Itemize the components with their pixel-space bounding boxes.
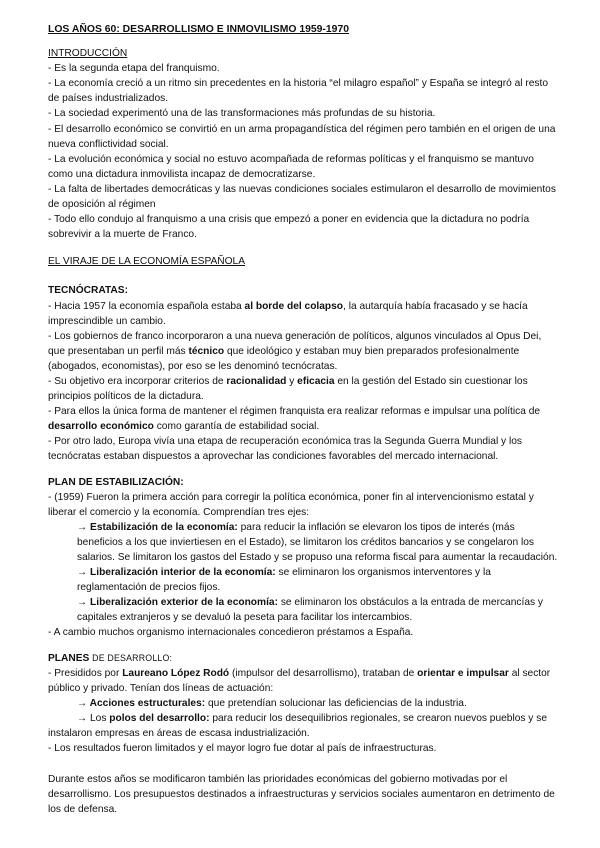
intro-item: - Es la segunda etapa del franquismo.	[48, 63, 220, 75]
tecnocratas-paragraph: - Hacia 1957 la economía española estaba al borde del colapso, la autarquía había fracasado y se hacía imprescindible un cambio.	[48, 300, 528, 327]
planes-resultados: - Los resultados fueron limitados y el mayor logro fue dotar al país de infraestructuras.	[48, 743, 437, 755]
intro-item: - La falta de libertades democráticas y las nuevas condiciones sociales estimularon el desarrollo de movimientos de oposición al régimen	[48, 183, 556, 211]
subheading-tecnocratas: TECNÓCRATAS:	[48, 285, 128, 297]
final-paragraph: Durante estos años se modificaron también las prioridades económicas del gobierno motivadas por el desarrollismo. Los presupuestos destinados a infraestructuras y servicios sociales aumentaron en detrimento de los de defensa.	[48, 774, 555, 816]
plan-eje-liberalizacion-exterior: → Liberalización exterior de la economía: se eliminaron los obstáculos a la entrada de mercancías y capitales extranjeros y se devaluó la peseta para facilitar los intercambios.	[77, 597, 543, 624]
planes-linea-acciones: → Acciones estructurales: que pretendían solucionar las deficiencias de la industria.	[77, 697, 467, 709]
intro-item: - La economía creció a un ritmo sin precedentes en la historia “el milagro español” y España se integró al resto de países industrializados.	[48, 78, 549, 105]
plan-cierre: - A cambio muchos organismo internacionales concedieron préstamos a España.	[48, 627, 414, 639]
planes-linea-polos: → Los polos del desarrollo: para reducir los desequilibrios regionales, se crearon nuevos pueblos y se instalaron empresas en áreas de escasa industrialización.	[48, 712, 547, 740]
planes-paragraph: - Presididos por Laureano López Rodó (impulsor del desarrollismo), trataban de orientar e impulsar al sector público y privado. Tenían dos líneas de actuación:	[48, 667, 551, 694]
plan-eje-liberalizacion-interior: → Liberalización interior de la economía: se eliminaron los organismos interventores y la reglamentación de precios fijos.	[77, 567, 491, 594]
tecnocratas-paragraph: - Su objetivo era incorporar criterios de racionalidad y eficacia en la gestión del Estado sin cuestionar los principios políticos de la dictadura.	[48, 375, 528, 403]
intro-item: - El desarrollo económico se convirtió en un arma propagandística del régimen pero también en el origen de una nueva conflictividad social.	[48, 123, 556, 150]
subheading-planes-desarrollo: PLANES DE DESARROLLO:	[48, 652, 173, 664]
section-heading-introduccion: INTRODUCCIÓN	[48, 48, 128, 60]
intro-item: - La evolución económica y social no estuvo acompañada de reformas políticas y el franquismo se mantuvo como una dictadura inmovilista incapaz de democratizarse.	[48, 153, 534, 180]
document-title: LOS AÑOS 60: DESARROLLISMO E INMOVILISMO 1959-1970	[48, 24, 350, 35]
intro-item: - La sociedad experimentó una de las transformaciones más profundas de su historia.	[48, 108, 436, 120]
section-heading-viraje: EL VIRAJE DE LA ECONOMÍA ESPAÑOLA	[48, 256, 246, 268]
plan-eje-estabilizacion: → Estabilización de la economía: para reducir la inflación se elevaron los tipos de interés (más beneficios a los que inviertiesen en el Estado), se limitaron los créditos bancarios y se congelaron los salarios. Se limitaron los gastos del Estado y se propuso una reforma fiscal para aumentar la recaudación.	[77, 521, 558, 563]
tecnocratas-paragraph: - Para ellos la única forma de mantener el régimen franquista era realizar reformas e impulsar una política de desarrollo económico como garantía de estabilidad social.	[48, 406, 541, 433]
plan-intro: - (1959) Fueron la primera acción para corregir la política económica, poner fin al intervencionismo estatal y liberar el comercio y la economía. Comprendían tres ejes:	[48, 491, 534, 518]
intro-list	[48, 61, 560, 242]
subheading-plan-estabilizacion: PLAN DE ESTABILIZACIÓN:	[48, 476, 184, 488]
intro-item: - Todo ello condujo al franquismo a una crisis que empezó a poner en evidencia que la dictadura no podría sobrevivir a la muerte de Franco.	[48, 214, 530, 241]
tecnocratas-paragraph: - Por otro lado, Europa vivía una etapa de recuperación económica tras la Segunda Guerra Mundial y los tecnócratas estaban dispuestos a aprovechar las condiciones favorables del mercado internacional.	[48, 436, 522, 463]
tecnocratas-paragraph: - Los gobiernos de franco incorporaron a una nueva generación de políticos, algunos vinculados al Opus Dei, que presentaban un perfil más técnico que ideológico y estaban muy bien preparados profesionalmente (abogados, economistas), por eso se les denominó tecnócratas.	[48, 330, 542, 372]
